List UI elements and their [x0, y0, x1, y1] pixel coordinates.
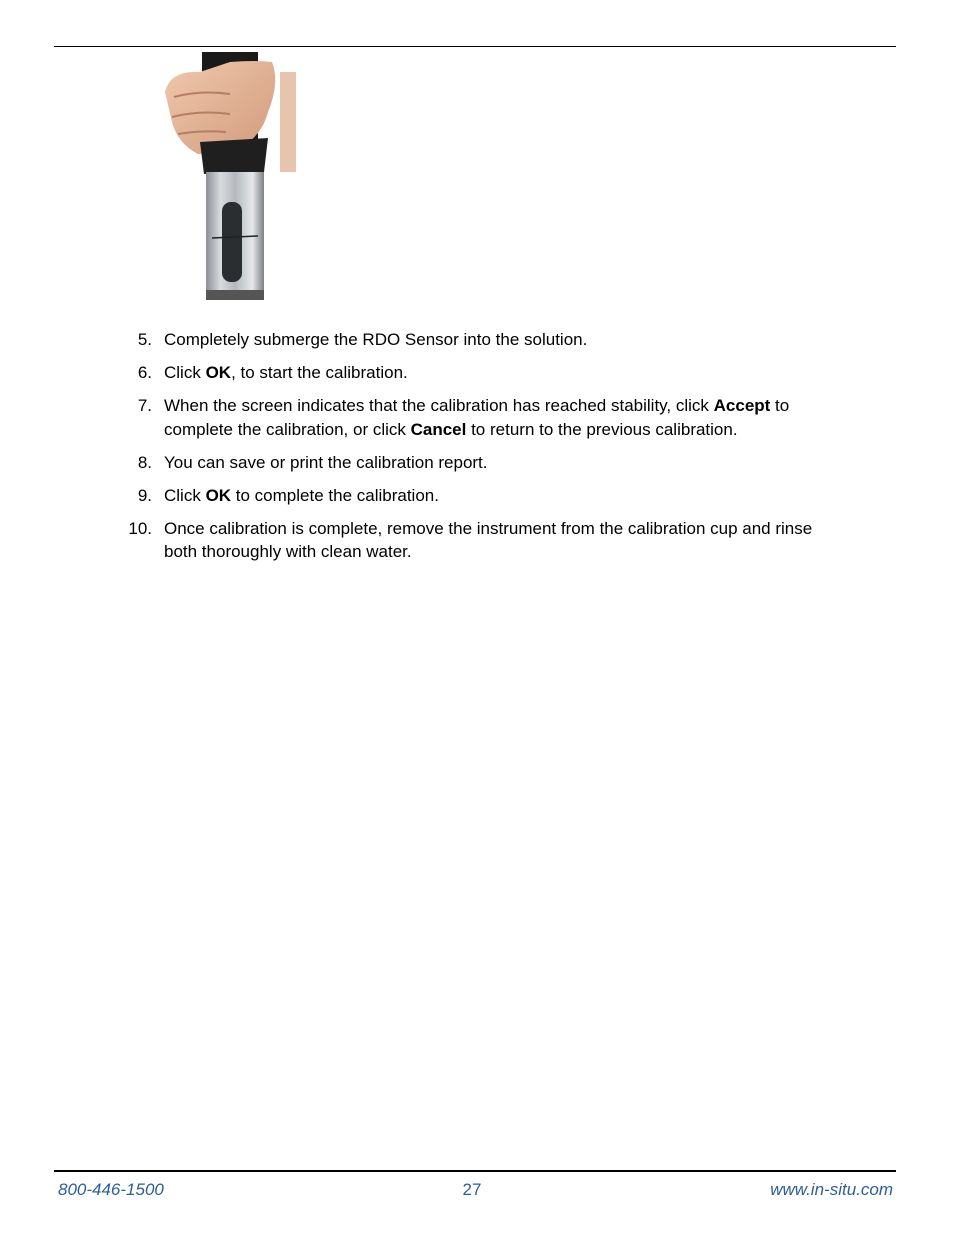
- step-7: [126, 394, 846, 441]
- footer-rule: [54, 1170, 896, 1172]
- header-rule: [54, 46, 896, 47]
- step-10: [126, 517, 846, 564]
- footer-website: www.in-situ.com: [770, 1180, 893, 1199]
- step-8: [126, 451, 846, 475]
- step-text: [164, 330, 587, 349]
- step-text-run: to complete the calibration, or click: [164, 396, 790, 439]
- step-6: [126, 361, 846, 385]
- step-text: [164, 396, 789, 439]
- step-text-run: Click: [164, 485, 206, 505]
- step-number: 9.: [137, 485, 152, 505]
- step-text-run: to complete the calibration.: [231, 485, 439, 505]
- step-5: [126, 328, 846, 352]
- step-text-run: Click: [164, 363, 206, 382]
- footer-page-number: 27: [462, 1180, 482, 1199]
- step-number: 8.: [137, 452, 152, 472]
- bold-ui-term: Cancel: [410, 419, 467, 439]
- step-text-run: Once calibration is complete, remove the instrument from the calibration cup and rinse both thoroughly with clean water.: [164, 518, 813, 561]
- step-9: [126, 484, 846, 508]
- step-number: 7.: [137, 396, 152, 415]
- step-number: 5.: [137, 330, 152, 349]
- bold-ui-term: Accept: [713, 396, 771, 415]
- step-text-run: , to start the calibration.: [231, 363, 408, 382]
- step-text-run: to return to the previous calibration.: [466, 419, 738, 439]
- hand-holding-rdo-sensor-photo: [160, 52, 296, 306]
- step-text: [164, 363, 408, 382]
- step-text-run: When the screen indicates that the calibration has reached stability, click: [164, 396, 714, 415]
- step-text-run: You can save or print the calibration report.: [164, 452, 488, 472]
- procedure-steps: [126, 328, 846, 573]
- footer-phone: 800-446-1500: [58, 1180, 164, 1199]
- bold-ui-term: OK: [205, 485, 232, 505]
- step-text: [164, 519, 812, 562]
- step-number: 10.: [128, 518, 152, 538]
- step-number: 6.: [137, 363, 152, 382]
- step-text-run: Completely submerge the RDO Sensor into the solution.: [164, 330, 588, 349]
- step-text: [164, 486, 439, 505]
- bold-ui-term: OK: [205, 363, 232, 382]
- step-text: [164, 453, 488, 472]
